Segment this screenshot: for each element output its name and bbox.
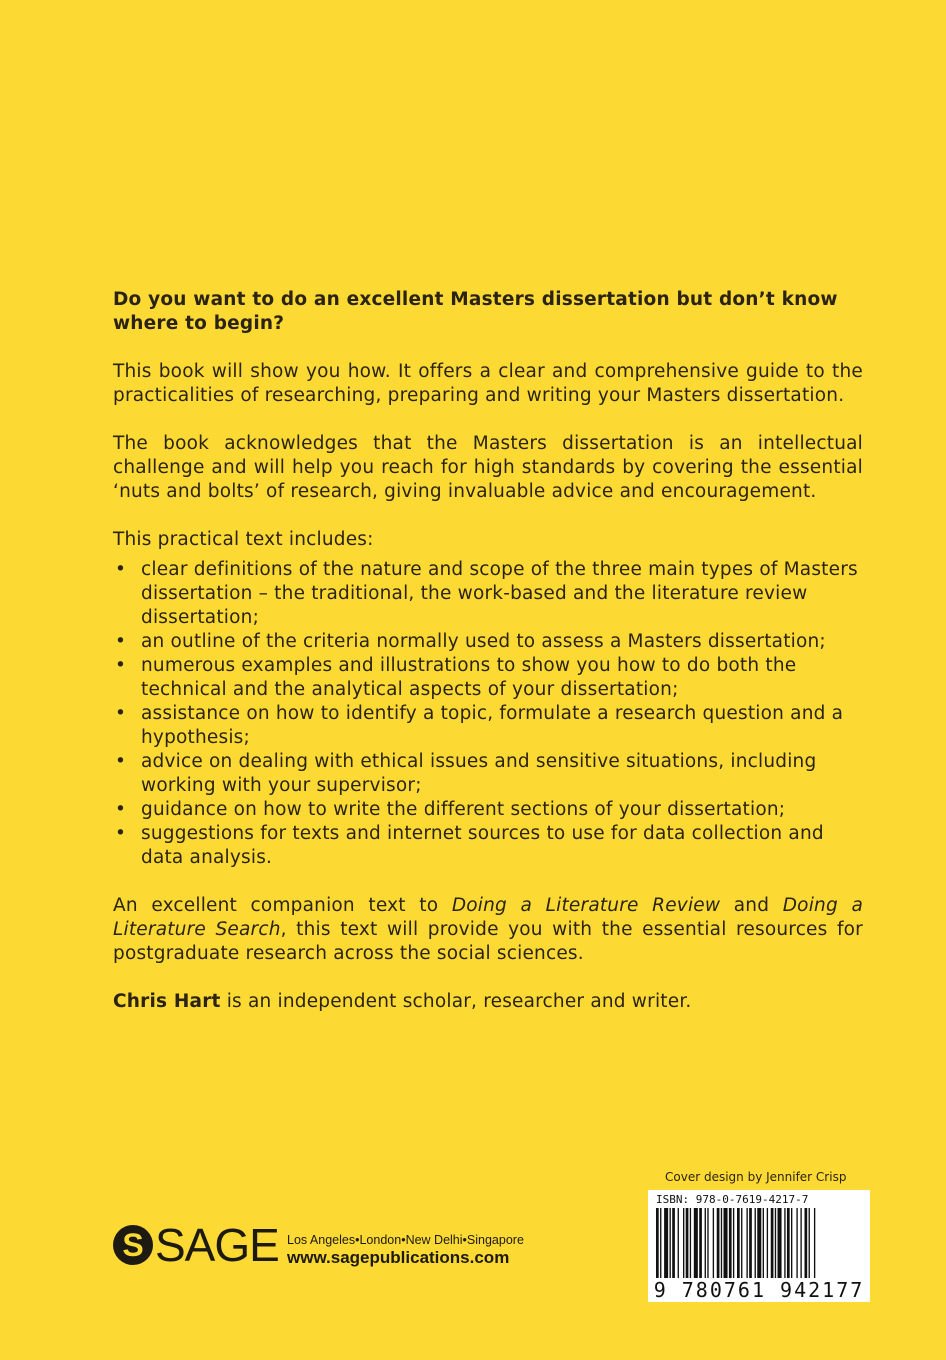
- barcode-bar: [683, 1208, 684, 1278]
- sage-logo-word: SAGE: [155, 1219, 279, 1271]
- barcode-bar: [800, 1208, 801, 1278]
- barcode-panel: [648, 1190, 870, 1302]
- barcode-bar: [784, 1208, 785, 1278]
- barcode-bar: [678, 1208, 679, 1278]
- list-item: • clear definitions of the nature and scope of the three main types of Masters dissertation – the traditional, the work-based and the literature review dissertation;: [113, 558, 863, 630]
- barcode-bar: [778, 1208, 782, 1278]
- back-cover-blurb: [113, 288, 863, 1038]
- barcode-bar: [763, 1208, 764, 1278]
- barcode-bar: [749, 1208, 752, 1278]
- isbn-label: ISBN: 978-0-7619-4217-7: [656, 1193, 809, 1206]
- sage-logo-mark: S: [113, 1225, 153, 1265]
- barcode-bar: [724, 1208, 728, 1278]
- barcode-bar: [791, 1208, 792, 1278]
- list-item: • numerous examples and illustrations to show you how to do both the technical and the analytical aspects of your dissertation;: [113, 654, 863, 702]
- barcode-digits: 9 780761 942177: [653, 1278, 865, 1302]
- lead-question: Do you want to do an excellent Masters dissertation but don’t know where to begin?: [113, 289, 838, 334]
- list-intro: This practical text includes:: [113, 529, 374, 550]
- companion-paragraph: [113, 894, 863, 966]
- companion-and: and: [720, 895, 783, 916]
- barcode-bar: [707, 1208, 708, 1278]
- barcode-bar: [775, 1208, 776, 1278]
- barcode-bar: [767, 1208, 768, 1278]
- intro-paragraph: This book will show you how. It offers a clear and comprehensive guide to the practicalities of researching, preparing and writing your Masters dissertation.: [113, 361, 863, 406]
- barcode-bar: [664, 1208, 668, 1278]
- author-paragraph: [113, 990, 863, 1014]
- barcode-bar: [656, 1208, 659, 1278]
- list-item: • guidance on how to write the different sections of your dissertation;: [113, 798, 863, 822]
- barcode-bar: [686, 1208, 689, 1278]
- companion-title-search: Doing a Literature Search: [113, 895, 863, 940]
- barcode-bar: [805, 1208, 808, 1278]
- companion-suffix: , this text will provide you with the essential resources for postgraduate research across the social sciences.: [113, 919, 863, 964]
- barcode-bar: [737, 1208, 740, 1278]
- barcode-bar: [814, 1208, 815, 1278]
- barcode-bar: [660, 1208, 661, 1278]
- barcode-bar: [796, 1208, 797, 1278]
- feature-list: [113, 558, 863, 870]
- barcode-bar: [694, 1208, 698, 1278]
- barcode-bar: [672, 1208, 675, 1278]
- list-item: • assistance on how to identify a topic, formulate a research question and a hypothesis;: [113, 702, 863, 750]
- barcode-bar: [746, 1208, 747, 1278]
- publisher-website: www.sagepublications.com: [287, 1248, 510, 1267]
- list-item: • advice on dealing with ethical issues and sensitive situations, including working with your supervisor;: [113, 750, 863, 798]
- barcode-bar: [741, 1208, 742, 1278]
- barcode-bar: [729, 1208, 732, 1278]
- barcode-bar: [713, 1208, 714, 1278]
- publisher-cities: Los Angeles•London•New Delhi•Singapore: [287, 1233, 524, 1247]
- publisher-info: [287, 1233, 524, 1268]
- sage-logo: [113, 1219, 279, 1271]
- author-bio: is an independent scholar, researcher and writer.: [220, 991, 692, 1012]
- barcode-bar: [733, 1208, 734, 1278]
- barcode-bar: [787, 1208, 790, 1278]
- author-name: Chris Hart: [113, 991, 221, 1012]
- barcode-bar: [757, 1208, 761, 1278]
- companion-prefix: An excellent companion text to: [113, 895, 452, 916]
- barcode-bar: [721, 1208, 722, 1278]
- barcode-bar: [755, 1208, 756, 1278]
- barcode-bar: [699, 1208, 702, 1278]
- barcode-bar: [809, 1208, 810, 1278]
- companion-title-review: Doing a Literature Review: [451, 895, 721, 916]
- list-item: • suggestions for texts and internet sources to use for data collection and data analysis.: [113, 822, 863, 870]
- barcode-image: [656, 1208, 862, 1278]
- barcode-bar: [705, 1208, 706, 1278]
- acknowledgement-paragraph: The book acknowledges that the Masters dissertation is an intellectual challenge and will help you reach for high standards by covering the essential ‘nuts and bolts’ of research, giving invaluable advice and encouragement.: [113, 433, 863, 502]
- cover-credit: Cover design by Jennifer Crisp: [665, 1170, 847, 1184]
- barcode-bar: [670, 1208, 671, 1278]
- barcode-bar: [717, 1208, 720, 1278]
- barcode-bar: [690, 1208, 691, 1278]
- list-item: • an outline of the criteria normally used to assess a Masters dissertation;: [113, 630, 863, 654]
- barcode-bar: [771, 1208, 774, 1278]
